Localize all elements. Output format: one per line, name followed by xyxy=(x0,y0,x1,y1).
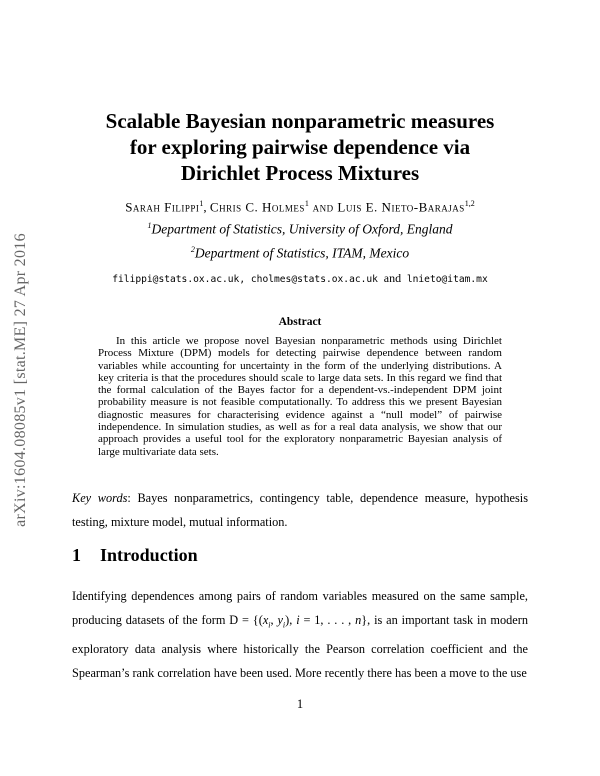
keywords-label: Key words xyxy=(72,491,128,505)
paper-title xyxy=(0,108,600,186)
intro-paragraph: Identifying dependences among pairs of random variables measured on the same sample, producing datasets of the form $D = \{(x_i$, $y_i$), i = 1, . . . , n}, is an important task in modern exploratory data analysis where historically the Pearson correlation coefficient and the Spearman’s rank correlation have been used. More recently there has been a move to the use xyxy=(72,589,528,681)
title-line-2: for exploring pairwise dependence via xyxy=(129,135,471,159)
author-and: and xyxy=(308,199,338,215)
email-filippi: filippi@stats.ox.ac.uk, xyxy=(112,274,246,285)
affiliation-2-sup: 2 xyxy=(190,245,195,254)
affiliation-1 xyxy=(0,221,600,238)
page-number: 1 xyxy=(296,697,304,711)
abstract-text: In this article we propose novel Bayesian nonparametric methods using Dirichlet Process Mixture (DPM) models for detecting pairwise dependence between random variables while accounting for uncertainty in the form of the underlying distributions. A key criteria is that the procedures should scale to large data sets. In this regard we find that the formal calculation of the Bayes factor for a dependent-vs.-independent DPM joint probability measure is not feasible computationally. To address this we present Bayesian diagnostic measures for characterising evidence against a “null model” of pairwise independence. In simulation studies, as well as for a real data analysis, we show that our approach provides a useful tool for the exploratory nonparametric Bayesian analysis of large multivariate data sets. xyxy=(98,335,502,458)
affiliation-2-text: Department of Statistics, ITAM, Mexico xyxy=(194,245,410,261)
keywords xyxy=(72,486,528,534)
author-1: Sarah Filippi xyxy=(125,199,200,215)
author-3-affil: 1,2 xyxy=(464,199,475,208)
section-title: Introduction xyxy=(100,545,198,565)
arxiv-id-text: arXiv:1604.08085v1 [stat.ME] 27 Apr 2016 xyxy=(12,233,29,527)
intro-text-4: }, is an important task in modern exploratory data analysis where historically the Pearson correlation coefficient and the Spearman’s rank correlation have been used. More recently there has been a move to the use xyxy=(72,613,528,681)
email-holmes: cholmes@stats.ox.ac.uk xyxy=(250,274,378,285)
author-2: Chris C. Holmes xyxy=(209,199,305,215)
intro-text-2: ), xyxy=(285,613,297,627)
section-heading-introduction xyxy=(72,545,198,566)
abstract-heading: Abstract xyxy=(278,316,322,328)
author-list xyxy=(0,199,600,215)
intro-text-3: = 1, . . . , xyxy=(299,613,356,627)
email-line xyxy=(0,271,600,286)
author-1-affil: 1 xyxy=(199,199,204,208)
affiliation-2 xyxy=(0,245,600,262)
keywords-text: : Bayes nonparametrics, contingency table, dependence measure, hypothesis testing, mixture model, mutual information. xyxy=(72,491,529,529)
author-3: Luis E. Nieto-Barajas xyxy=(337,199,465,215)
intro-text-1: Identifying dependences among pairs of random variables measured on the same sample, producing datasets of the form D = {( xyxy=(72,589,528,627)
section-number: 1 xyxy=(72,545,81,565)
author-2-affil: 1 xyxy=(304,199,309,208)
email-nieto: lnieto@itam.mx xyxy=(406,274,488,285)
affiliation-1-text: Department of Statistics, University of Oxford, England xyxy=(151,221,453,237)
author-separator: , xyxy=(203,199,210,215)
title-line-3: Dirichlet Process Mixtures xyxy=(180,161,420,185)
title-line-1: Scalable Bayesian nonparametric measures xyxy=(105,109,495,133)
affiliation-1-sup: 1 xyxy=(147,221,152,230)
email-and: and xyxy=(383,271,402,285)
